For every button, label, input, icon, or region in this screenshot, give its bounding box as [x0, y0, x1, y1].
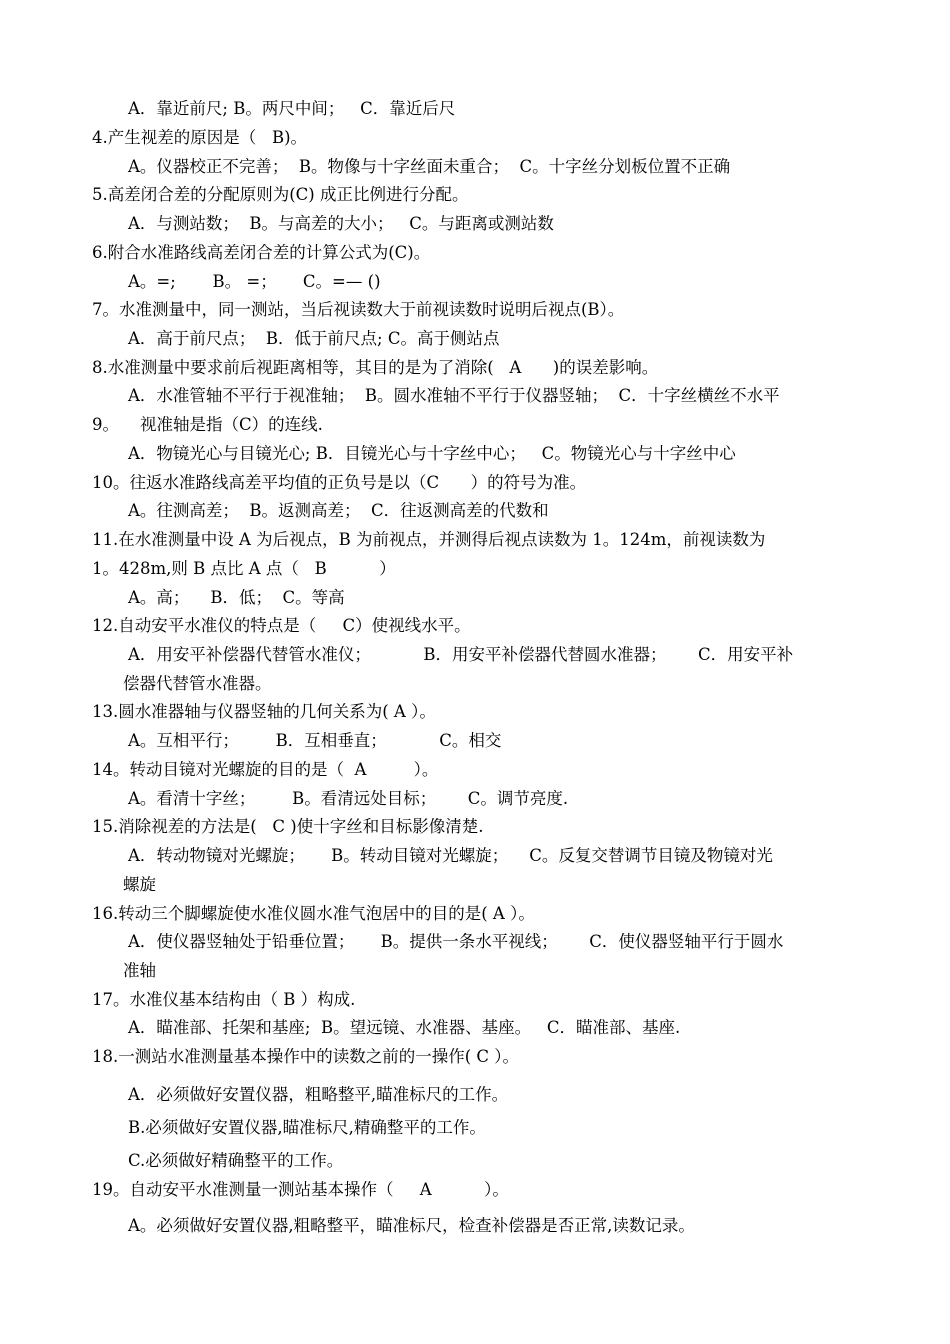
- question-16: 16.转动三个脚螺旋使水准仪圆水准气泡居中的目的是( A ）。: [92, 904, 535, 923]
- option-line-q12-cont: 偿器代替管水准器。: [123, 674, 272, 693]
- question-9: 9。 视准轴是指（C）的连线.: [92, 415, 323, 434]
- option-line-q16: A．使仪器竖轴处于铅垂位置； B。提供一条水平视线； C．使仪器竖轴平行于圆水: [128, 932, 784, 951]
- option-line-q12: A．用安平补偿器代替管水准仪； B．用安平补偿器代替圆水准器； C．用安平补: [128, 645, 794, 664]
- question-5: 5.高差闭合差的分配原则为(C) 成正比例进行分配。: [92, 185, 469, 204]
- question-13: 13.圆水准器轴与仪器竖轴的几何关系为( A ）。: [92, 702, 436, 721]
- question-7: 7。水准测量中，同一测站，当后视读数大于前视读数时说明后视点(B）。: [92, 300, 625, 319]
- option-line-q4: A。仪器校正不完善； B。物像与十字丝面未重合； C。十字丝分划板位置不正确: [128, 157, 731, 176]
- option-line-q8: A．水准管轴不平行于视准轴； B。圆水准轴不平行于仪器竖轴； C．十字丝横丝不水平: [128, 386, 780, 405]
- option-c-q18: C.必须做好精确整平的工作。: [128, 1151, 344, 1170]
- question-14: 14。转动目镜对光螺旋的目的是（ A ）。: [92, 760, 439, 779]
- option-line-q15-cont: 螺旋: [123, 875, 156, 894]
- option-line-q14: A。看清十字丝； B。看清远处目标； C。调节亮度.: [128, 789, 569, 808]
- option-line-q11: A。高； B．低； C。等高: [128, 588, 345, 607]
- option-line-q7: A．高于前尺点； B．低于前尺点; C。高于侧站点: [128, 329, 500, 348]
- question-15: 15.消除视差的方法是( C )使十字丝和目标影像清楚.: [92, 817, 484, 836]
- question-19: 19。自动安平水准测量一测站基本操作（ A ）。: [92, 1180, 509, 1199]
- option-line-q10: A。往测高差； B。返测高差； C．往返测高差的代数和: [128, 501, 549, 520]
- question-6: 6.附合水准路线高差闭合差的计算公式为(C)。: [92, 243, 431, 262]
- option-line-q15: A．转动物镜对光螺旋； B。转动目镜对光螺旋； C。反复交替调节目镜及物镜对光: [128, 846, 773, 865]
- option-line-q9: A．物镜光心与目镜光心; B．目镜光心与十字丝中心； C。物镜光心与十字丝中心: [128, 444, 736, 463]
- option-line-q3: A．靠近前尺; B。两尺中间； C．靠近后尺: [128, 99, 456, 118]
- question-10: 10。往返水准路线高差平均值的正负号是以（C ）的符号为准。: [92, 473, 587, 492]
- option-line-q16-cont: 准轴: [123, 961, 156, 980]
- option-line-q17: A．瞄准部、托架和基座; B。望远镜、水准器、基座。 C．瞄准部、基座.: [128, 1018, 681, 1037]
- option-a-q18: A．必须做好安置仪器，粗略整平,瞄准标尺的工作。: [128, 1085, 509, 1104]
- question-18: 18.一测站水准测量基本操作中的读数之前的一操作( C ）。: [92, 1047, 520, 1066]
- question-12: 12.自动安平水准仪的特点是（ C）使视线水平。: [92, 616, 471, 635]
- question-11: 11.在水准测量中设 A 为后视点，B 为前视点，并测得后视点读数为 1。124m，前视读数为: [92, 530, 766, 549]
- option-line-q19: A。必须做好安置仪器,粗略整平，瞄准标尺，检查补偿器是否正常,读数记录。: [128, 1216, 695, 1235]
- option-b-q18: B.必须做好安置仪器,瞄准标尺,精确整平的工作。: [128, 1118, 486, 1137]
- question-8: 8.水准测量中要求前后视距离相等，其目的是为了消除( A )的误差影响。: [92, 358, 659, 377]
- option-line-q5: A．与测站数； B。与高差的大小； C。与距离或测站数: [128, 214, 554, 233]
- question-17: 17。水准仪基本结构由（ B ）构成.: [92, 990, 356, 1009]
- option-line-q6: A。=; B。 =； C。=— (): [128, 272, 381, 291]
- question-11-cont: 1。428m,则 B 点比 A 点（ B ）: [92, 559, 396, 578]
- question-4: 4.产生视差的原因是（ B)。: [92, 128, 308, 147]
- option-line-q13: A。互相平行； B．互相垂直； C。相交: [128, 731, 502, 750]
